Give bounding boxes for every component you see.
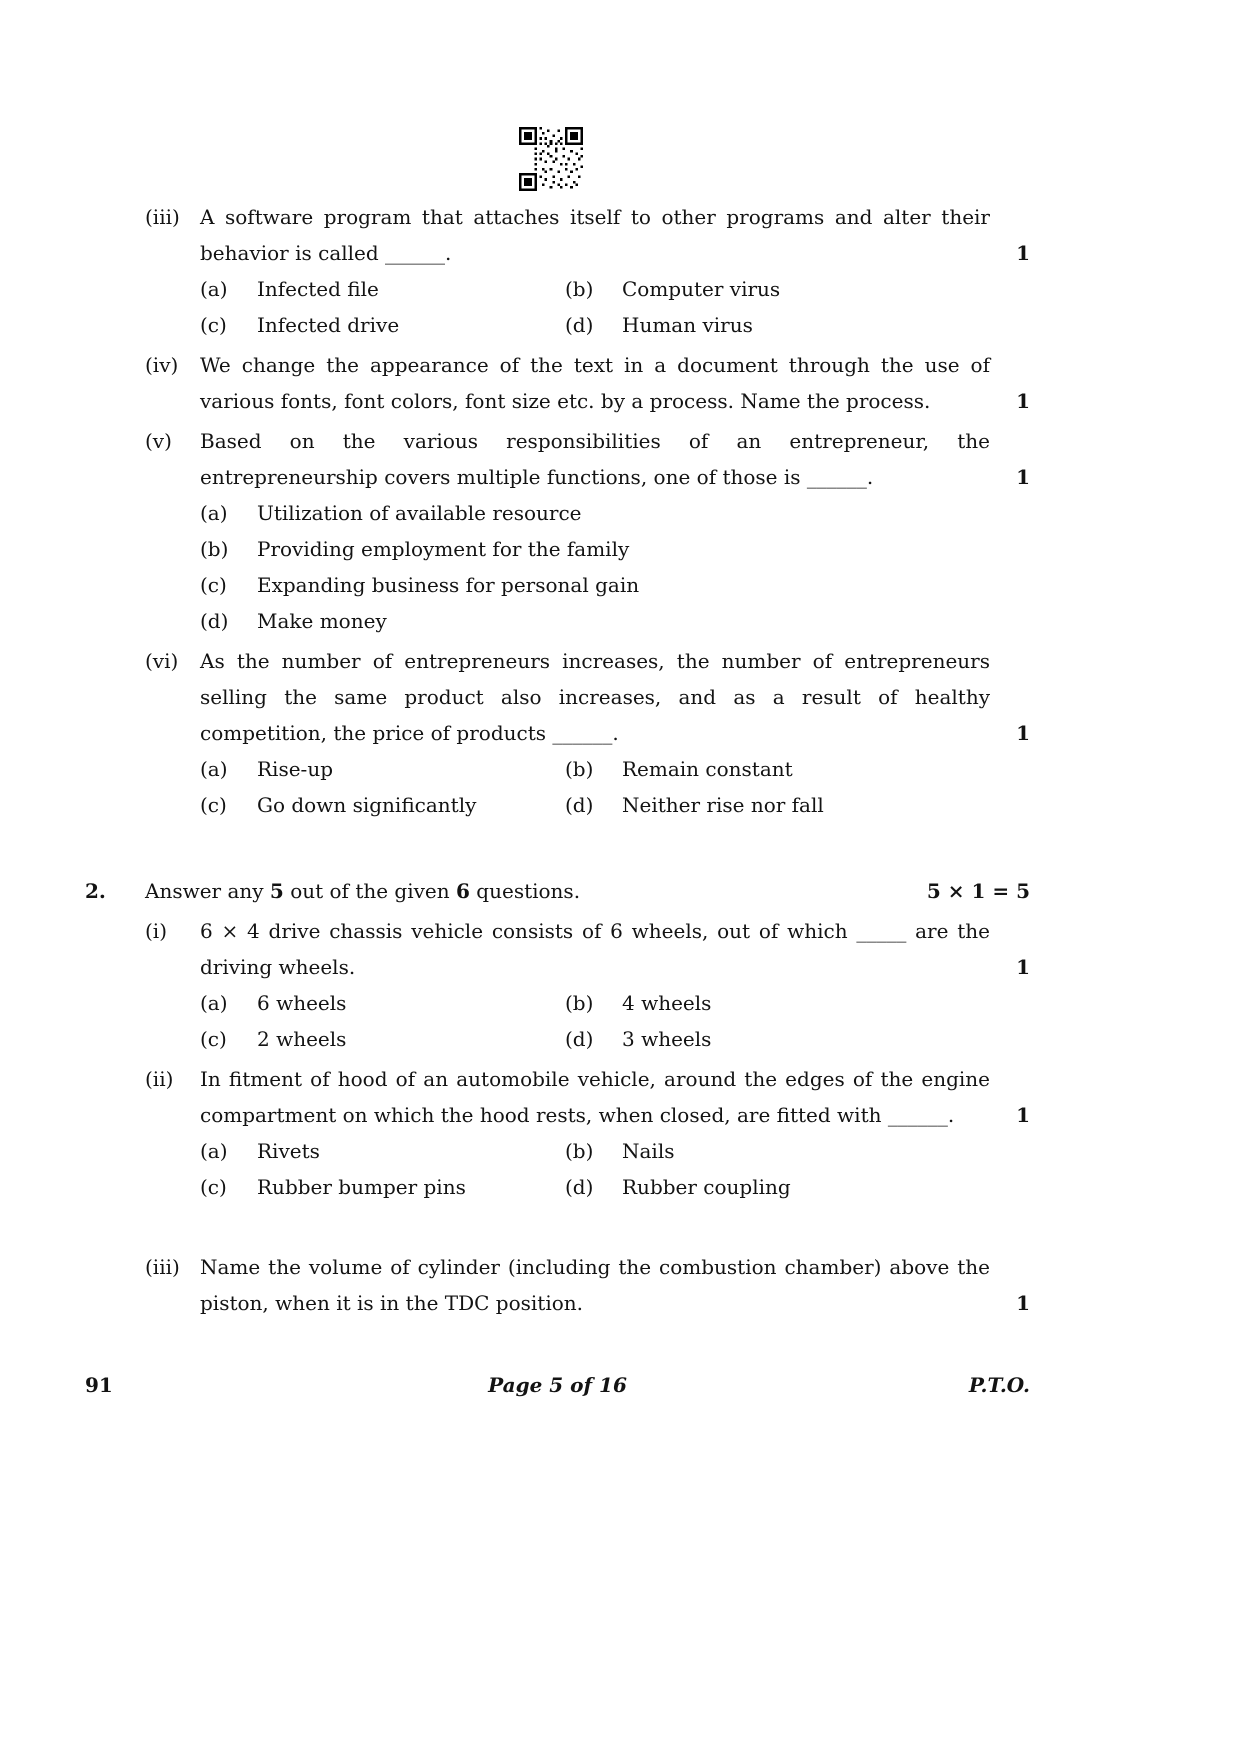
option-text: 2 wheels (257, 1027, 347, 1051)
option-text: Rivets (257, 1139, 320, 1163)
option-text: Nails (622, 1139, 675, 1163)
instruction-text: out of the given (283, 879, 457, 903)
option-letter: (d) (565, 1175, 594, 1199)
question-number: (i) (145, 919, 168, 943)
option-letter: (b) (565, 277, 594, 301)
option-letter: (c) (200, 793, 227, 817)
question-2-i (145, 913, 1030, 985)
option-letter: (d) (565, 313, 594, 337)
options-grid (200, 271, 990, 343)
question-1-v (145, 423, 1030, 495)
question-number: (v) (145, 429, 172, 453)
option-letter: (c) (200, 1027, 227, 1051)
option-text: Infected drive (257, 313, 400, 337)
question-2-ii (145, 1061, 1030, 1133)
option-text: Rubber bumper pins (257, 1175, 466, 1199)
option-letter: (c) (200, 573, 227, 597)
option-letter: (c) (200, 313, 227, 337)
qr-code (519, 125, 583, 193)
question-number: (iii) (145, 205, 180, 229)
option-text: Make money (257, 609, 387, 633)
question-text: As the number of entrepreneurs increases, the number of entrepreneurs selling the same product also increases, and as a result of healthy competition, the price of products ______. (200, 649, 990, 745)
question-number: 2. (85, 879, 106, 903)
option-text: Rubber coupling (622, 1175, 791, 1199)
question-number: (iv) (145, 353, 179, 377)
question-marks: 1 (1016, 955, 1030, 979)
question-text: Based on the various responsibilities of an entrepreneur, the entrepreneurship covers multiple functions, one of those is ______. (200, 429, 990, 489)
question-text: We change the appearance of the text in a document through the use of various fonts, font colors, font size etc. by a process. Name the process. (200, 353, 990, 413)
option-letter: (d) (565, 1027, 594, 1051)
option-letter: (a) (200, 757, 228, 781)
instruction-text: Answer any (145, 879, 270, 903)
option-text: Human virus (622, 313, 753, 337)
question-marks: 1 (1016, 389, 1030, 413)
page-content (85, 125, 1030, 1321)
option-text: Remain constant (622, 757, 793, 781)
question-2-instruction (145, 873, 900, 909)
option-letter: (a) (200, 991, 228, 1015)
options-list (200, 495, 990, 639)
option-letter: (b) (565, 1139, 594, 1163)
option-text: Infected file (257, 277, 379, 301)
question-text: In fitment of hood of an automobile vehicle, around the edges of the engine compartment on which the hood rests, when closed, are fitted with ______. (200, 1067, 990, 1127)
option-text: 4 wheels (622, 991, 712, 1015)
option-letter: (c) (200, 1175, 227, 1199)
option-letter: (b) (565, 757, 594, 781)
question-number: (vi) (145, 649, 179, 673)
marks-expression: 5 × 1 = 5 (926, 879, 1030, 903)
question-marks: 1 (1016, 241, 1030, 265)
question-text: Name the volume of cylinder (including the combustion chamber) above the piston, when it is in the TDC position. (200, 1255, 990, 1315)
question-marks: 1 (1016, 1103, 1030, 1127)
instruction-bold: 5 (269, 879, 284, 903)
question-2-heading (85, 873, 1030, 909)
footer-page-number: Page 5 of 16 (488, 1373, 627, 1397)
question-marks: 1 (1016, 721, 1030, 745)
option-text: 3 wheels (622, 1027, 712, 1051)
options-grid (200, 985, 990, 1057)
option-text: Rise-up (257, 757, 333, 781)
option-letter: (b) (200, 537, 229, 561)
option-letter: (b) (565, 991, 594, 1015)
question-1-iv (145, 347, 1030, 419)
options-grid (200, 1133, 990, 1205)
option-text: Go down significantly (257, 793, 477, 817)
option-letter: (a) (200, 501, 228, 525)
option-letter: (a) (200, 277, 228, 301)
question-1-vi (145, 643, 1030, 751)
option-text: Computer virus (622, 277, 781, 301)
question-2-iii (145, 1249, 1030, 1321)
option-letter: (d) (565, 793, 594, 817)
option-text: 6 wheels (257, 991, 347, 1015)
option-letter: (a) (200, 1139, 228, 1163)
page-footer (85, 1367, 1030, 1403)
question-marks: 1 (1016, 1291, 1030, 1315)
option-text: Expanding business for personal gain (257, 573, 640, 597)
instruction-text: questions. (469, 879, 581, 903)
option-text: Utilization of available resource (257, 501, 582, 525)
question-marks: 1 (1016, 465, 1030, 489)
option-text: Providing employment for the family (257, 537, 630, 561)
option-text: Neither rise nor fall (622, 793, 824, 817)
question-number: (iii) (145, 1255, 180, 1279)
option-letter: (d) (200, 609, 229, 633)
question-text: A software program that attaches itself to other programs and alter their behavior is called ______. (200, 205, 990, 265)
instruction-bold: 6 (456, 879, 470, 903)
paper-code: 91 (85, 1373, 113, 1397)
footer-pto: P.T.O. (968, 1373, 1030, 1397)
options-grid (200, 751, 990, 823)
question-number: (ii) (145, 1067, 174, 1091)
question-text: 6 × 4 drive chassis vehicle consists of 6 wheels, out of which _____ are the driving wheels. (200, 919, 990, 979)
question-1-iii (145, 199, 1030, 271)
